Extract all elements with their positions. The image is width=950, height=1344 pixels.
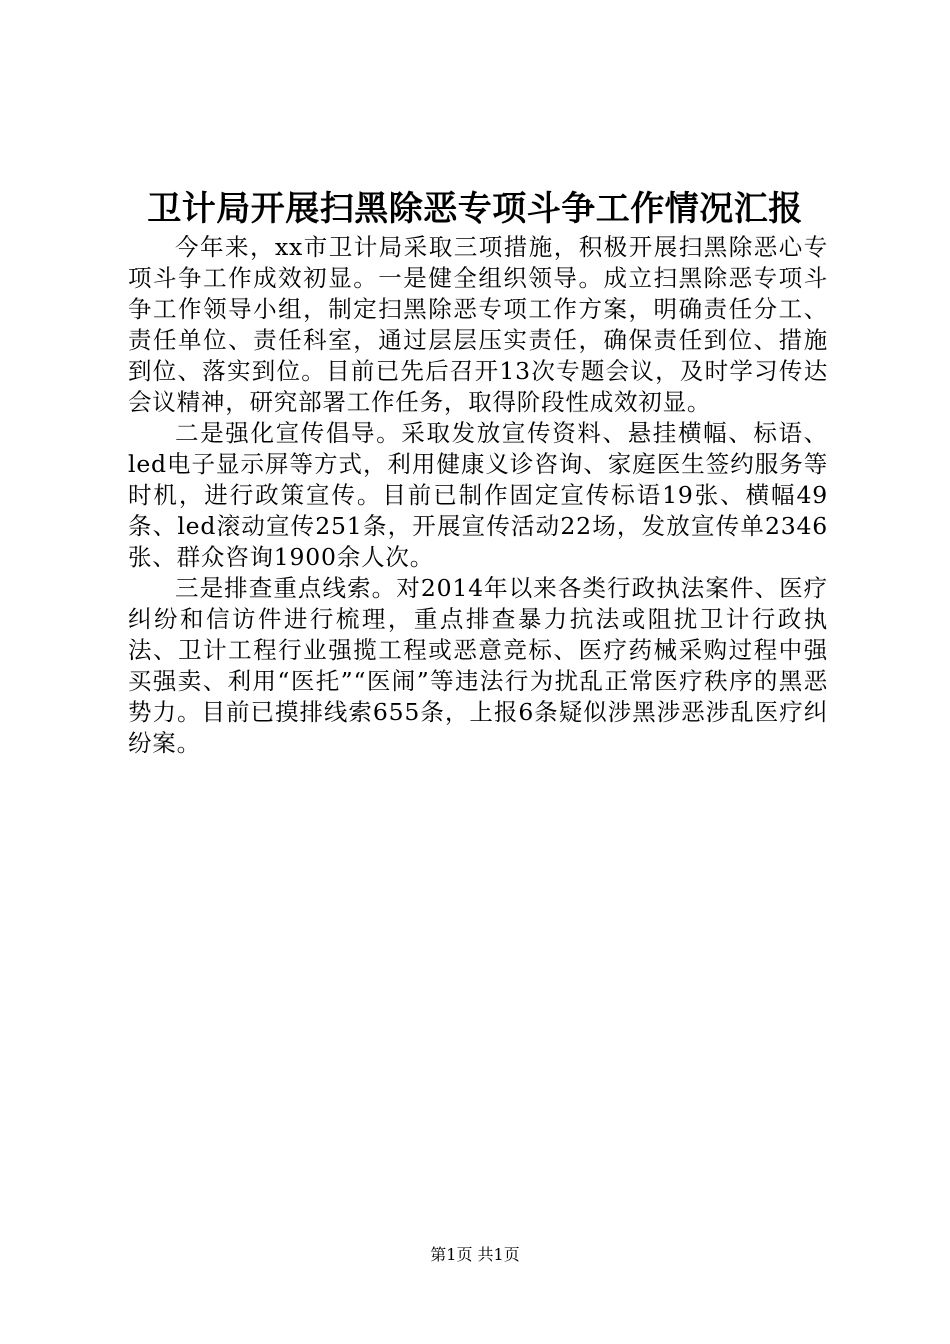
paragraph-2: 二是强化宣传倡导。采取发放宣传资料、悬挂横幅、标语、led电子显示屏等方式，利用健康义诊咨询、家庭医生签约服务等时机，进行政策宣传。目前已制作固定宣传标语19张、横幅49条、led滚动宣传251条，开展宣传活动22场，发放宣传单2346张、群众咨询1900余人次。 — [128, 419, 828, 571]
document-body — [128, 232, 828, 759]
document-title: 卫计局开展扫黑除恶专项斗争工作情况汇报 — [147, 189, 803, 229]
page-footer: 第1页 共1页 — [430, 1245, 520, 1264]
paragraph-3: 三是排查重点线索。对2014年以来各类行政执法案件、医疗纠纷和信访件进行梳理，重点排查暴力抗法或阻扰卫计行政执法、卫计工程行业强揽工程或恶意竞标、医疗药械采购过程中强买强卖、利用“医托”“医闹”等违法行为扰乱正常医疗秩序的黑恶势力。目前已摸排线索655条，上报6条疑似涉黑涉恶涉乱医疗纠纷案。 — [128, 574, 828, 757]
paragraph-1: 今年来，xx市卫计局采取三项措施，积极开展扫黑除恶心专项斗争工作成效初显。一是健全组织领导。成立扫黑除恶专项斗争工作领导小组，制定扫黑除恶专项工作方案，明确责任分工、责任单位、责任科室，通过层层压实责任，确保责任到位、措施到位、落实到位。目前已先后召开13次专题会议，及时学习传达会议精神，研究部署工作任务，取得阶段性成效初显。 — [128, 233, 828, 416]
